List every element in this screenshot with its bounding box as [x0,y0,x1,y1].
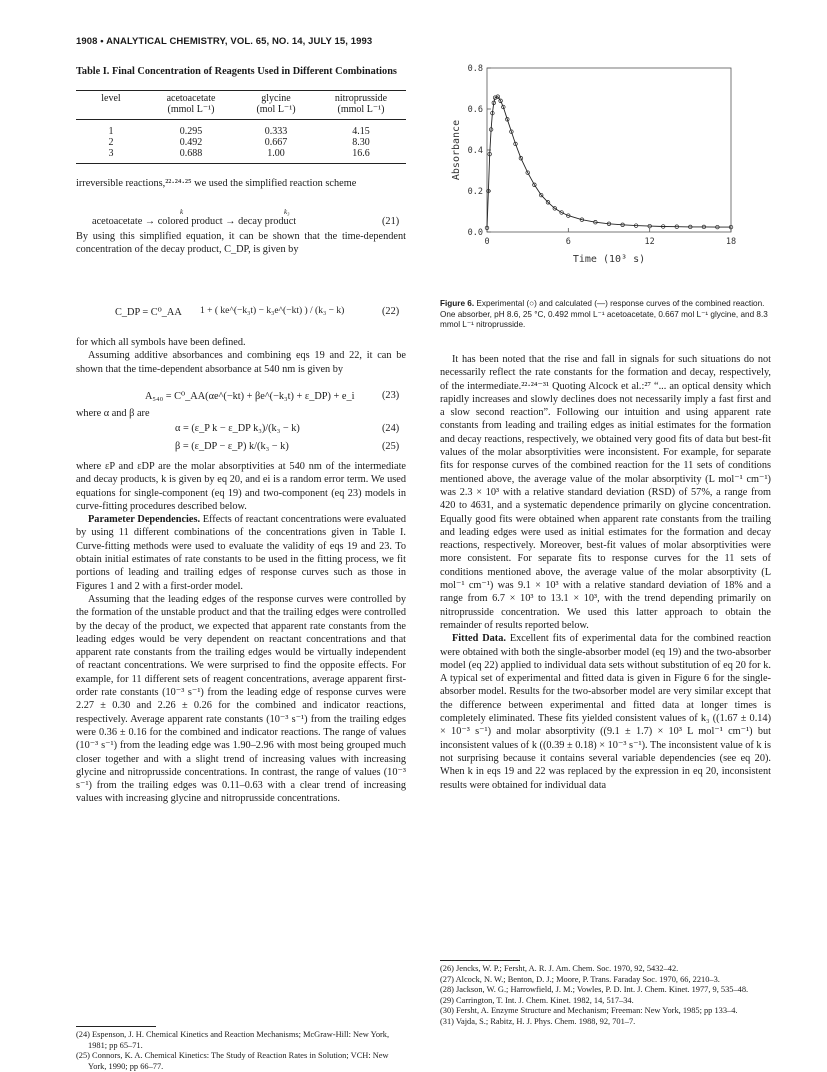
figure-6 [445,60,745,292]
table-row: 3 0.688 1.00 16.6 [108,148,370,159]
x-tick-label: 12 [644,237,655,247]
y-tick-label: 0.0 [467,228,483,238]
figure-caption [440,299,770,331]
equation-23: A₅₄₀ = C⁰_AA(αe^(−kt) + βe^(−k₃t) + ε_DP) + e_i [145,391,355,402]
right-references [440,964,771,1028]
equation-25: β = (ε_DP − ε_P) k/(k₃ − k) [175,441,289,452]
x-tick-label: 6 [565,237,571,247]
left-paragraph-2: By using this simplified equation, it can be shown that the time-dependent concentration of the decay product, C_DP, is given by [76,231,406,256]
x-tick-label: 0 [484,237,490,247]
reference: (31) Vajda, S.; Rabitz, H. J. Phys. Chem. 1988, 92, 701–7. [440,1016,636,1026]
col-header: nitroprusside (mmol L⁻¹) [334,93,388,115]
section-heading: Fitted Data. [452,633,506,645]
left-paragraph-1: irreversible reactions,²²·²⁴·²⁵ we used the simplified reaction scheme [76,178,357,189]
table-title: Table I. Final Concentration of Reagents Used in Different Combinations [76,66,397,77]
left-body: where εP and εDP are the molar absorptivities at 540 nm of the intermediate and decay products, k is given by eq 20, and ei is a random error term. We used equations for single-component (eq 19) and two-component (eq 23) models in curve-fitting procedures described below. Parameter Dependencies. Effects of reactant concentrations were evaluated by using 11 different combinations of the concentrations given in Table I. Curve-fitting methods were used to evaluate the validity of eqs 19 and 23. To obtain initial estimates of rate constants to be used in the fitting process, we fit portions of leading and trailing edges of response curves such as those in Figures 1 and 2 with a first-order model. Assuming that the leading edges of the response curves were controlled by the formation of the unstable product and that the trailing edges were controlled by the decay of the product, we expected that apparent rate constants from the leading edges would be very dependent on reactant concentrations and that apparent rate constants from the trailing edges would be virtually independent of reactant concentrations. We were surprised to find the opposite effects. For example, for 11 different sets of reagent concentrations, average apparent first-order rate constants (10⁻³ s⁻¹) from the leading edge of response curves were 2.27 ± 0.30 and 2.26 ± 0.26 for the combined and indicator reactions, respectively. Average apparent rate constants (10⁻³ s⁻¹) from the trailing edges were 0.36 ± 0.16 for the combined and indicator reactions. The range of values (10⁻³ s⁻¹) from the leading edge was 1.90–2.96 with most being grouped much closer together and with a slight trend of increasing values with increasing glycine and nitroprusside concentrations. In contrast, the range of values (10⁻³ s⁻¹) from the trailing edges was 0.11–0.63 with a clear trend of increasing values with increasing glycine and nitroprusside concentrations. [76,461,406,805]
y-tick-label: 0.2 [467,187,483,197]
reference: (28) Jackson, W. G.; Harrowfield, J. M.; Vowles, P. D. Int. J. Chem. Kinet. 1977, 9, 535–48. [440,985,749,995]
equation-number: (21) [382,216,400,227]
reference: (29) Carrington, T. Int. J. Chem. Kinet. 1982, 14, 517–34. [440,995,634,1005]
reaction-scheme: acetoacetate → colored product → decay product [92,216,297,227]
scheme-k-label: k [180,208,184,216]
footnote-rule [76,1026,156,1027]
reference: (26) Jencks, W. P.; Fersht, A. R. J. Am. Chem. Soc. 1970, 92, 5432–42. [440,964,679,973]
y-tick-label: 0.4 [467,146,483,156]
equation-number: (22) [382,306,400,317]
caption-label: Figure 6. [440,299,475,308]
caption-text: Experimental (○) and calculated (—) response curves of the combined reaction. One absorber, pH 8.6, 25 °C, 0.492 mmol L⁻¹ acetoacetate, 0.667 mol L⁻¹ glycine, and 8.3 mmol L⁻¹ nitroprusside. [440,299,768,330]
running-head: 1908 • ANALYTICAL CHEMISTRY, VOL. 65, NO. 14, JULY 15, 1993 [76,36,373,47]
reagent-table [76,93,406,164]
scheme-k3-label: k₃ [284,208,290,216]
right-body: It has been noted that the rise and fall in signals for such situations do not necessarily reflect the rate constants for the formation and decay, respectively, of the intermediate.²²·²⁴⁻³¹ Quoting Alcock et al.:²⁷ “... an optical density which rapidly increases and slowly declines does not necessarily imply a fast first and a slow second reaction”. Following our intuition and using apparent rate constants from leading and trailing edges as initial estimates for the formation and decay reactions, respectively, we obtained very good fits of data but best-fit values of the molar absorptivities were inconsistent. For example, for separate fits for response curves of the combined reaction for the 11 sets of conditions mentioned above, the average value of the molar absorptivity (L mol⁻¹ cm⁻¹) was 2.3 × 10³ with a relative standard deviation (RSD) of 57%, a range from 420 to 4631, and a systematic dependence primarily on glycine concentration. Equally good fits were obtained when apparent rate constants from the trailing and leading edges were used as initial estimates for the formation and decay reactions, respectively. Moreover, best-fit values of molar absorptivities were more consistent. For separate fits to response curves for the 11 sets of conditions mentioned above, the average value of the molar absorptivity (L mol⁻¹ cm⁻¹) was 9.1 × 10³ with a relative standard deviation of 18% and a range from 6.7 × 10³ to 13.1 × 10³, with the trend depending primarily on nitroprusside concentration. We used this latter approach to obtain the remainder of results reported below. Fitted Data. Excellent fits of experimental data for the combined reaction were obtained with both the single-absorber model (eq 19) and the two-absorber model (eq 22) applied to individual data sets without substitution of eq 20 for k. A typical set of experimental and fitted data is given in Figure 6 for the single-absorber model. Results for the two-absorber model are very similar except that the difference between experimental and fitted data at longer times is completely eliminated. These fits yielded consistent values of k₃ ((1.67 ± 0.14) × 10⁻³ s⁻¹) and molar absorptivity ((9.1 ± 1.7) × 10³ L mol⁻¹ cm⁻¹) but inconsistent values of k ((0.39 ± 0.18) × 10⁻³ s⁻¹). The inconsistent value of k is not surprising because it contains several variable dependencies (see eq 20). When k in eqs 19 and 22 was replaced by the expression in eq 20, inconsistent results were obtained for individual data [440,354,771,791]
plot-frame [487,68,731,232]
reference: (25) Connors, K. A. Chemical Kinetics: The Study of Reaction Rates in Solution; VCH: New York, 1990; pp 66–77. [76,1051,389,1071]
reference: (30) Fersht, A. Enzyme Structure and Mechanism; Freeman: New York, 1985; pp 133–4. [440,1006,738,1016]
calculated-series-line [487,97,731,228]
left-references [76,1030,406,1072]
table-row: 2 0.492 0.667 8.30 [108,137,370,148]
y-axis-label: Absorbance [451,119,462,181]
equation-number: (24) [382,423,400,434]
equation-24: α = (ε_P k − ε_DP k₃)/(k₃ − k) [175,423,300,434]
reference: (27) Alcock, N. W.; Benton, D. J.; Moore, P. Trans. Faraday Soc. 1970, 66, 2210–3. [440,974,720,984]
footnote-rule [440,960,520,961]
reference: (24) Espenson, J. H. Chemical Kinetics and Reaction Mechanisms; McGraw-Hill: New York, 1981; pp 65–71. [76,1030,390,1050]
equation-22-lhs: C_DP = C⁰_AA [115,307,182,318]
left-paragraph-3: for which all symbols have been defined. Assuming additive absorbances and combining eqs 19 and 22, it can be shown that the time-dependent absorbance at 540 nm is given by [76,337,406,375]
equation-22-body: 1 + ( ke^(−k₃t) − k₃e^(−kt) ) / (k₃ − k) [200,306,345,316]
table-header-row [76,93,406,115]
left-paragraph-5: where α and β are [76,408,150,419]
x-axis-label: Time (10³ s) [572,254,646,265]
y-tick-label: 0.8 [467,64,483,74]
section-heading: Parameter Dependencies. [88,514,201,526]
figure-6-chart [445,60,745,292]
x-tick-label: 18 [725,237,737,247]
col-header: level [101,93,121,104]
col-header: acetoacetate (mmol L⁻¹) [166,93,216,115]
equation-number: (25) [382,441,400,452]
equation-number: (23) [382,390,400,401]
table-row: 1 0.295 0.333 4.15 [108,126,370,137]
y-tick-label: 0.6 [467,105,483,115]
table-top-rule [76,90,406,91]
col-header: glycine (mol L⁻¹) [256,93,296,115]
